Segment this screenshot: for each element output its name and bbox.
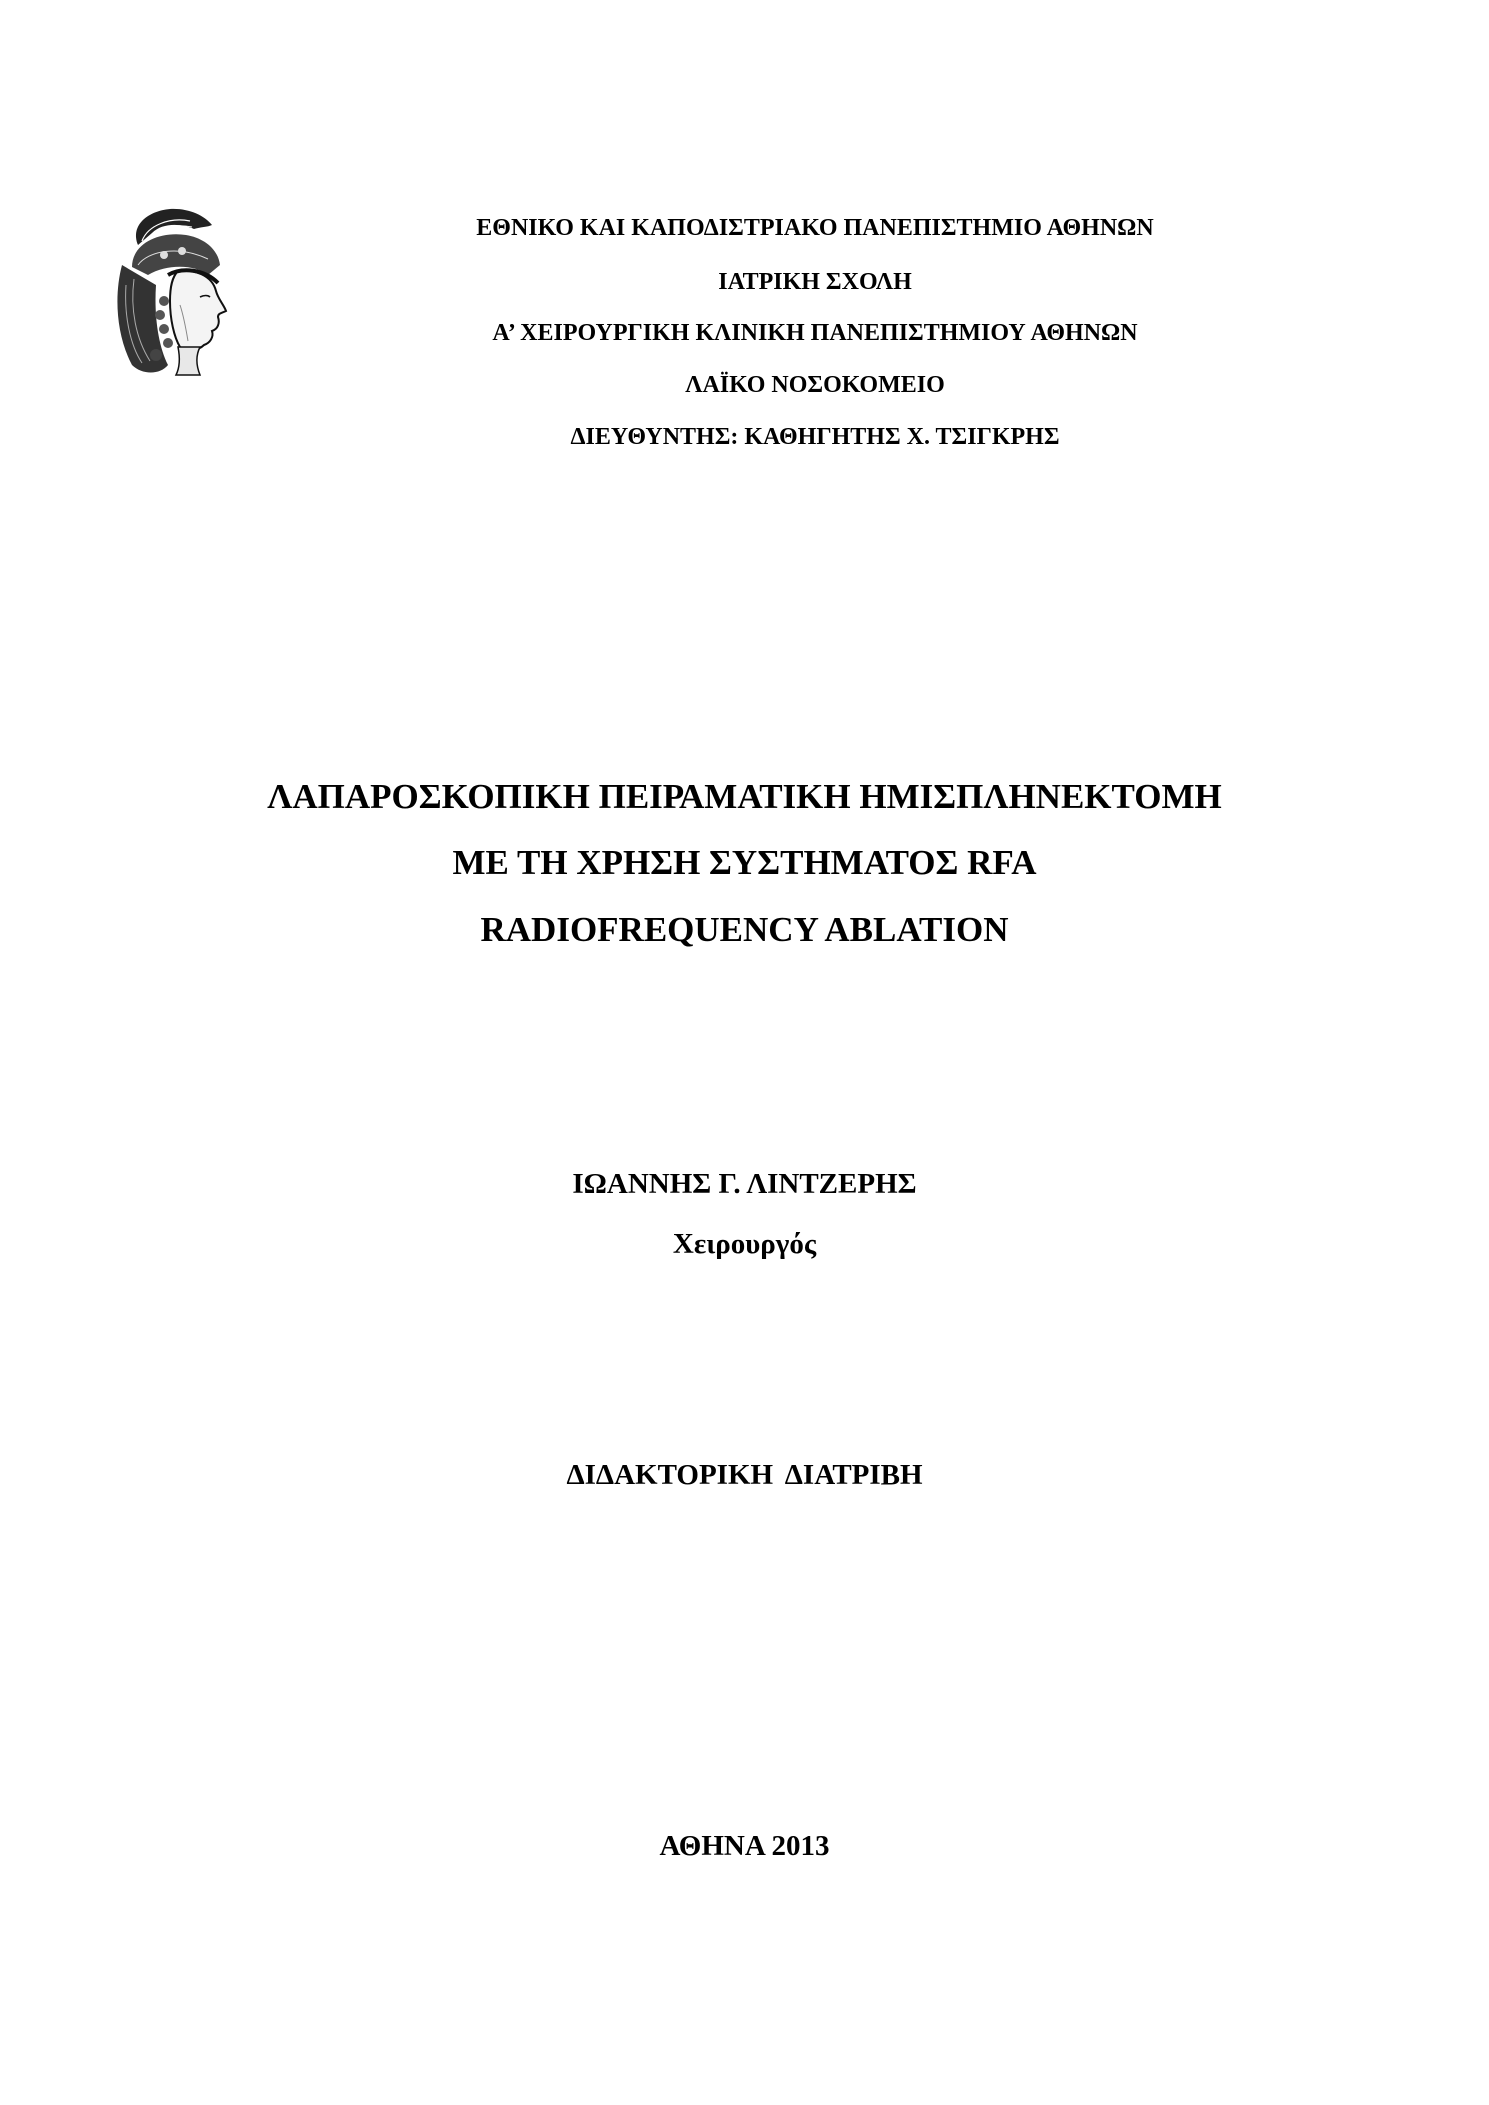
clinic-name: Α’ ΧΕΙΡΟΥΡΓΙΚΗ ΚΛΙΝΙΚΗ ΠΑΝΕΠΙΣΤΗΜΙΟΥ ΑΘΗΝΩΝ: [492, 320, 1138, 346]
director-line: ΔΙΕΥΘΥΝΤΗΣ: ΚΑΘΗΓΗΤΗΣ Χ. ΤΣΙΓΚΡΗΣ: [570, 424, 1060, 450]
document-type: ΔΙΔΑΚΤΟΡΙΚΗ ΔΙΑΤΡΙΒΗ: [566, 1459, 923, 1491]
hospital-name: ΛΑΪΚΟ ΝΟΣΟΚΟΜΕΙΟ: [685, 372, 945, 398]
author-name: ΙΩΑΝΝΗΣ Γ. ΛΙΝΤΖΕΡΗΣ: [572, 1168, 917, 1200]
thesis-title-line-2: ΜΕ ΤΗ ΧΡΗΣΗ ΣΥΣΤΗΜΑΤΟΣ RFA: [452, 843, 1037, 882]
thesis-title-line-1: ΛΑΠΑΡΟΣΚΟΠΙΚΗ ΠΕΙΡΑΜΑΤΙΚΗ ΗΜΙΣΠΛΗΝΕΚΤΟΜΗ: [267, 777, 1222, 816]
thesis-title-line-3: RADIOFREQUENCY ABLATION: [480, 910, 1009, 949]
school-name: ΙΑΤΡΙΚΗ ΣΧΟΛΗ: [718, 269, 912, 295]
university-name: ΕΘΝΙΚΟ ΚΑΙ ΚΑΠΟΔΙΣΤΡΙΑΚΟ ΠΑΝΕΠΙΣΤΗΜΙΟ ΑΘΗΝΩΝ: [476, 215, 1154, 241]
place-year: ΑΘΗΝΑ 2013: [659, 1830, 830, 1862]
author-role: Χειρουργός: [672, 1228, 817, 1260]
